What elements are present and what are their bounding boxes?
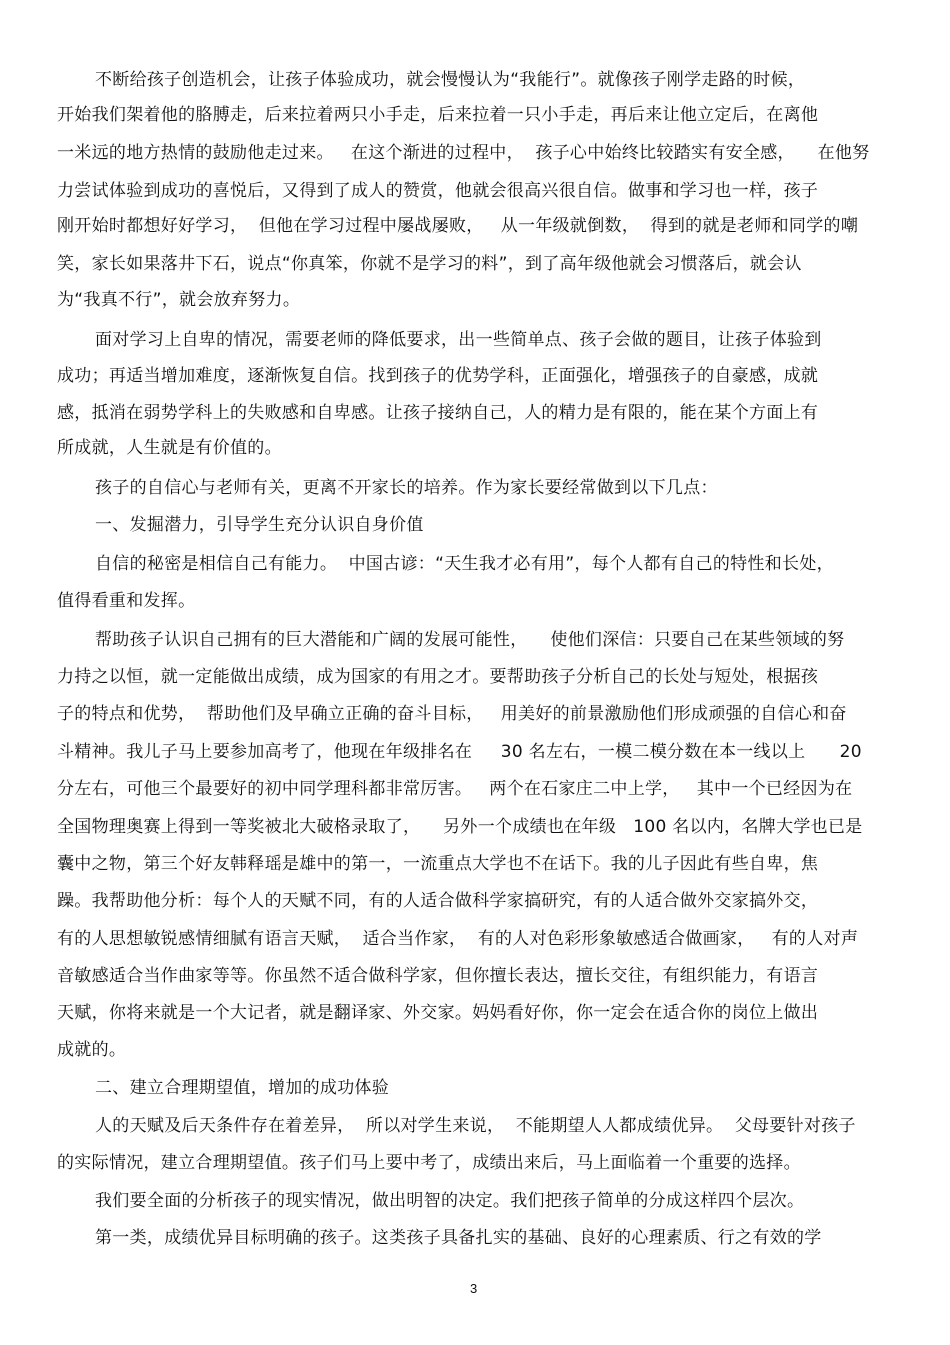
text-line: 不断给孩子创造机会，让孩子体验成功，就会慢慢认为“我能行”。就像孩子刚学走路的时候， [95, 70, 806, 90]
text-line: 自信的秘密是相信自己有能力。 中国古谚：“天生我才必有用”，每个人都有自己的特性和长处， [95, 554, 834, 574]
text-line: 一米远的地方热情的鼓励他走过来。 在这个渐进的过程中， 孩子心中始终比较踏实有安全感， 在他努 [57, 143, 870, 163]
text-line: 开始我们架着他的胳膊走，后来拉着两只小手走，后来拉着一只小手走，再后来让他立定后，在离他 [57, 105, 819, 125]
text-line: 成功；再适当增加难度，逐渐恢复自信。找到孩子的优势学科，正面强化，增强孩子的自豪感，成就 [57, 366, 819, 386]
text-line: 全国物理奥赛上得到一等奖被北大破格录取了， 另外一个成绩也在年级 100 名以内，名牌大学也已是 [57, 817, 863, 837]
text-line: 天赋，你将来就是一个大记者，就是翻译家、外交家。妈妈看好你，你一定会在适合你的岗位上做出 [57, 1003, 819, 1023]
text-line: 人的天赋及后天条件存在着差异， 所以对学生来说， 不能期望人人都成绩优异。 父母要针对孩子 [95, 1116, 856, 1136]
text-line: 笑，家长如果落井下石，说点“你真笨，你就不是学习的料”，到了高年级他就会习惯落后，就会认 [57, 254, 802, 274]
text-line: 躁。我帮助他分析：每个人的天赋不同，有的人适合做科学家搞研究，有的人适合做外交家搞外交， [57, 891, 819, 911]
text-line: 斗精神。我儿子马上要参加高考了，他现在年级排名在 30 名左右，一模二模分数在本一线以上 20 [57, 742, 862, 762]
text-line: 子的特点和优势， 帮助他们及早确立正确的奋斗目标， 用美好的前景激励他们形成顽强的自信心和奋 [57, 704, 847, 724]
text-line: 成就的。 [57, 1040, 127, 1060]
text-line: 的实际情况，建立合理期望值。孩子们马上要中考了，成绩出来后，马上面临着一个重要的选择。 [57, 1153, 801, 1173]
text-line: 感，抵消在弱势学科上的失败感和自卑感。让孩子接纳自己，人的精力是有限的，能在某个方面上有 [57, 403, 819, 423]
section-heading: 二、建立合理期望值，增加的成功体验 [95, 1078, 390, 1098]
text-line: 我们要全面的分析孩子的现实情况，做出明智的决定。我们把孩子简单的分成这样四个层次。 [95, 1191, 805, 1211]
text-line: 所成就，人生就是有价值的。 [57, 438, 282, 458]
text-line: 面对学习上自卑的情况，需要老师的降低要求，出一些简单点、孩子会做的题目，让孩子体验到 [95, 330, 822, 350]
text-line: 力持之以恒，就一定能做出成绩，成为国家的有用之才。要帮助孩子分析自己的长处与短处，根据孩 [57, 667, 819, 687]
text-line: 分左右，可他三个最要好的初中同学理科都非常厉害。 两个在石家庄二中上学， 其中一个已经因为在 [57, 779, 853, 799]
text-line: 囊中之物，第三个好友韩释瑶是雄中的第一，一流重点大学也不在话下。我的儿子因此有些自卑，焦 [57, 854, 819, 874]
text-line: 刚开始时都想好好学习， 但他在学习过程中屡战屡败， 从一年级就倒数， 得到的就是老师和同学的嘲 [57, 216, 859, 236]
text-line: 值得看重和发挥。 [57, 591, 196, 611]
text-line: 帮助孩子认识自己拥有的巨大潜能和广阔的发展可能性， 使他们深信：只要自己在某些领域的努 [95, 630, 845, 650]
page-number: 3 [470, 1281, 478, 1296]
text-line: 孩子的自信心与老师有关，更离不开家长的培养。作为家长要经常做到以下几点： [95, 478, 718, 498]
text-line: 第一类，成绩优异目标明确的孩子。这类孩子具备扎实的基础、良好的心理素质、行之有效的学 [95, 1228, 822, 1248]
section-heading: 一、发掘潜力，引导学生充分认识自身价值 [95, 515, 424, 535]
text-line: 为“我真不行”，就会放弃努力。 [57, 290, 301, 310]
text-line: 音敏感适合当作曲家等等。你虽然不适合做科学家，但你擅长表达，擅长交往，有组织能力，有语言 [57, 966, 819, 986]
text-line: 有的人思想敏锐感情细腻有语言天赋， 适合当作家， 有的人对色彩形象敏感适合做画家， 有的人对声 [57, 929, 859, 949]
text-line: 力尝试体验到成功的喜悦后，又得到了成人的赞赏，他就会很高兴很自信。做事和学习也一样，孩子 [57, 181, 819, 201]
